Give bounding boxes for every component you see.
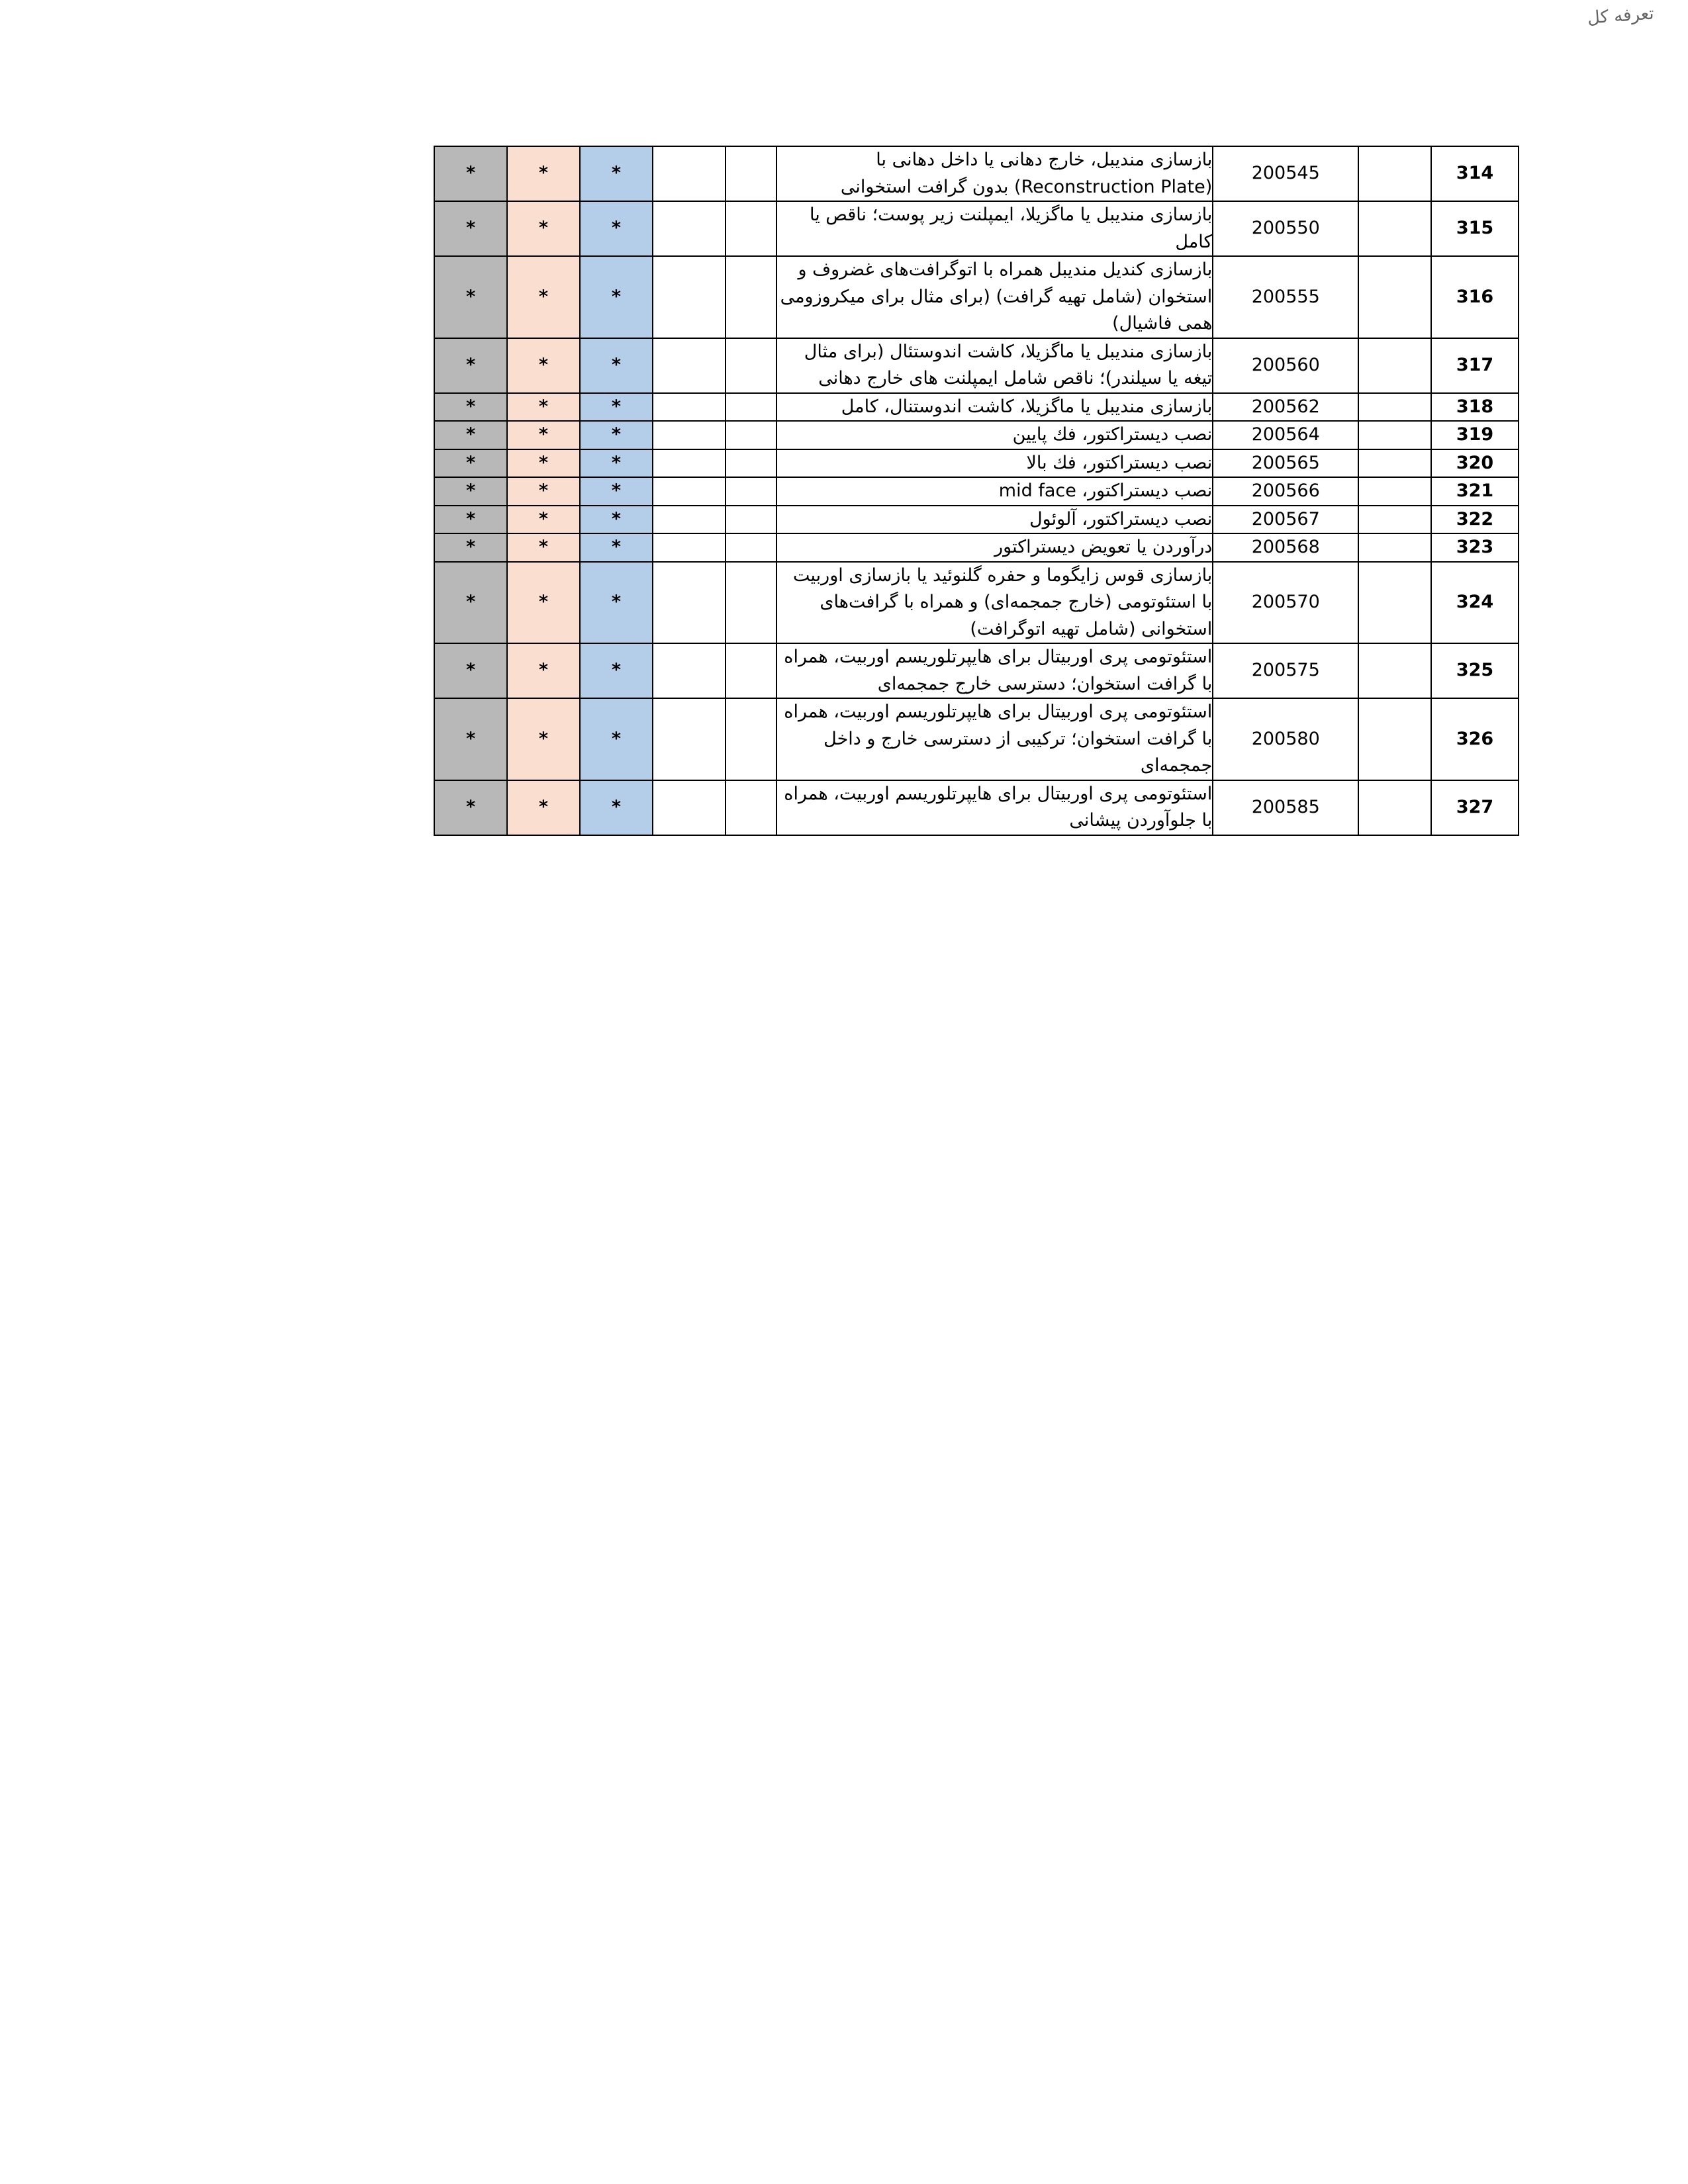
row-number: 319 (1431, 421, 1519, 449)
procedure-code: 200562 (1213, 393, 1358, 422)
empty-cell (1358, 256, 1431, 338)
table-row (434, 449, 1519, 478)
row-number: 320 (1431, 449, 1519, 478)
marker-cell-peach: * (507, 393, 580, 422)
marker-cell-blue: * (580, 393, 653, 422)
procedure-description: استئوتومی پری اوربیتال برای هایپرتلوریسم اوربیت، همراه با گرافت استخوان؛ دسترسی خارج جمجمه‌ای (776, 643, 1213, 698)
marker-cell-grey: * (434, 533, 507, 562)
row-number: 327 (1431, 780, 1519, 835)
procedure-code: 200567 (1213, 506, 1358, 534)
procedure-description: نصب دیستراکتور، mid face (776, 477, 1213, 506)
procedure-code: 200566 (1213, 477, 1358, 506)
marker-cell-grey: * (434, 780, 507, 835)
marker-cell-blue: * (580, 146, 653, 201)
marker-cell-grey: * (434, 449, 507, 478)
empty-cell (1358, 393, 1431, 422)
marker-cell-peach: * (507, 449, 580, 478)
marker-cell-peach: * (507, 201, 580, 256)
procedure-description: بازسازی مندیبل، خارج دهانی یا داخل دهانی با (Reconstruction Plate) بدون گرافت استخوانی (776, 146, 1213, 201)
empty-cell (726, 698, 776, 780)
procedure-description: بازسازی مندیبل یا ماگزیلا، ایمپلنت زیر پوست؛ ناقص یا کامل (776, 201, 1213, 256)
marker-cell-peach: * (507, 338, 580, 393)
procedure-description: درآوردن یا تعویض دیستراکتور (776, 533, 1213, 562)
procedure-description: نصب دیستراکتور، آلوئول (776, 506, 1213, 534)
table-row (434, 780, 1519, 835)
marker-cell-blue: * (580, 562, 653, 644)
procedure-code: 200565 (1213, 449, 1358, 478)
table-row (434, 146, 1519, 201)
row-number: 325 (1431, 643, 1519, 698)
marker-cell-grey: * (434, 698, 507, 780)
empty-cell (726, 506, 776, 534)
empty-cell (1358, 533, 1431, 562)
empty-cell (726, 201, 776, 256)
empty-cell (653, 477, 726, 506)
empty-cell (653, 643, 726, 698)
empty-cell (726, 146, 776, 201)
marker-cell-blue: * (580, 256, 653, 338)
marker-cell-blue: * (580, 533, 653, 562)
marker-cell-peach: * (507, 256, 580, 338)
table-row (434, 477, 1519, 506)
empty-cell (1358, 449, 1431, 478)
marker-cell-blue: * (580, 338, 653, 393)
empty-cell (653, 256, 726, 338)
marker-cell-blue: * (580, 643, 653, 698)
row-number: 317 (1431, 338, 1519, 393)
procedure-code: 200568 (1213, 533, 1358, 562)
marker-cell-peach: * (507, 780, 580, 835)
table-row (434, 421, 1519, 449)
empty-cell (653, 146, 726, 201)
empty-cell (726, 338, 776, 393)
marker-cell-peach: * (507, 643, 580, 698)
table-row (434, 698, 1519, 780)
page-header-stamp: تعرفه کل (1586, 3, 1655, 28)
empty-cell (653, 338, 726, 393)
procedure-description: بازسازی کندیل مندیبل همراه با اتوگرافت‌های غضروف و استخوان (شامل تهیه گرافت) (برای مثال برای میکروزومی همی فاشیال) (776, 256, 1213, 338)
empty-cell (1358, 698, 1431, 780)
empty-cell (726, 449, 776, 478)
empty-cell (653, 393, 726, 422)
marker-cell-peach: * (507, 477, 580, 506)
procedure-description: بازسازی مندیبل یا ماگزیلا، کاشت اندوستنال، کامل (776, 393, 1213, 422)
procedure-description: نصب دیستراکتور، فك پایین (776, 421, 1213, 449)
procedure-codes-table (434, 146, 1519, 836)
empty-cell (1358, 201, 1431, 256)
empty-cell (726, 643, 776, 698)
procedure-description: بازسازی مندیبل یا ماگزیلا، کاشت اندوستئال (برای مثال تیغه یا سیلندر)؛ ناقص شامل ایمپلنت های خارج دهانی (776, 338, 1213, 393)
marker-cell-grey: * (434, 338, 507, 393)
row-number: 314 (1431, 146, 1519, 201)
marker-cell-peach: * (507, 146, 580, 201)
procedure-code: 200570 (1213, 562, 1358, 644)
marker-cell-peach: * (507, 533, 580, 562)
row-number: 324 (1431, 562, 1519, 644)
marker-cell-peach: * (507, 506, 580, 534)
table-row (434, 256, 1519, 338)
empty-cell (726, 477, 776, 506)
row-number: 321 (1431, 477, 1519, 506)
marker-cell-peach: * (507, 421, 580, 449)
empty-cell (653, 698, 726, 780)
procedure-description: نصب دیستراکتور، فك بالا (776, 449, 1213, 478)
procedure-code: 200550 (1213, 201, 1358, 256)
procedure-code: 200580 (1213, 698, 1358, 780)
empty-cell (1358, 643, 1431, 698)
empty-cell (726, 780, 776, 835)
procedure-description: بازسازی قوس زایگوما و حفره گلنوئید یا بازسازی اوربیت با استئوتومی (خارج جمجمه‌ای) و همراه با گرافت‌های استخوانی (شامل تهیه اتوگرافت) (776, 562, 1213, 644)
marker-cell-blue: * (580, 477, 653, 506)
marker-cell-blue: * (580, 201, 653, 256)
empty-cell (1358, 338, 1431, 393)
row-number: 323 (1431, 533, 1519, 562)
table-row (434, 643, 1519, 698)
procedure-code: 200545 (1213, 146, 1358, 201)
row-number: 316 (1431, 256, 1519, 338)
empty-cell (653, 780, 726, 835)
empty-cell (653, 201, 726, 256)
empty-cell (653, 533, 726, 562)
empty-cell (653, 421, 726, 449)
marker-cell-grey: * (434, 201, 507, 256)
empty-cell (653, 562, 726, 644)
table-row (434, 533, 1519, 562)
marker-cell-blue: * (580, 421, 653, 449)
empty-cell (726, 256, 776, 338)
procedure-code: 200575 (1213, 643, 1358, 698)
table-row (434, 393, 1519, 422)
row-number: 318 (1431, 393, 1519, 422)
empty-cell (653, 449, 726, 478)
procedure-description: استئوتومی پری اوربیتال برای هایپرتلوریسم اوربیت، همراه با گرافت استخوان؛ ترکیبی از دسترسی خارج و داخل جمجمه‌ای (776, 698, 1213, 780)
marker-cell-blue: * (580, 780, 653, 835)
empty-cell (1358, 780, 1431, 835)
procedure-code: 200585 (1213, 780, 1358, 835)
empty-cell (726, 393, 776, 422)
empty-cell (1358, 421, 1431, 449)
procedure-code: 200564 (1213, 421, 1358, 449)
empty-cell (1358, 146, 1431, 201)
marker-cell-grey: * (434, 146, 507, 201)
procedure-description: استئوتومی پری اوربیتال برای هایپرتلوریسم اوربیت، همراه با جلوآوردن پیشانی (776, 780, 1213, 835)
row-number: 326 (1431, 698, 1519, 780)
marker-cell-grey: * (434, 506, 507, 534)
empty-cell (1358, 477, 1431, 506)
marker-cell-grey: * (434, 421, 507, 449)
empty-cell (726, 421, 776, 449)
marker-cell-grey: * (434, 256, 507, 338)
procedure-code: 200560 (1213, 338, 1358, 393)
table-row (434, 201, 1519, 256)
empty-cell (1358, 506, 1431, 534)
procedure-codes-table-wrapper (434, 146, 1519, 836)
empty-cell (653, 506, 726, 534)
empty-cell (726, 533, 776, 562)
marker-cell-blue: * (580, 506, 653, 534)
table-row (434, 338, 1519, 393)
marker-cell-grey: * (434, 393, 507, 422)
procedure-code: 200555 (1213, 256, 1358, 338)
procedure-codes-table-body (434, 146, 1519, 835)
table-row (434, 506, 1519, 534)
marker-cell-grey: * (434, 562, 507, 644)
marker-cell-blue: * (580, 698, 653, 780)
marker-cell-peach: * (507, 562, 580, 644)
marker-cell-grey: * (434, 477, 507, 506)
empty-cell (1358, 562, 1431, 644)
row-number: 322 (1431, 506, 1519, 534)
marker-cell-blue: * (580, 449, 653, 478)
row-number: 315 (1431, 201, 1519, 256)
table-row (434, 562, 1519, 644)
marker-cell-peach: * (507, 698, 580, 780)
empty-cell (726, 562, 776, 644)
marker-cell-grey: * (434, 643, 507, 698)
